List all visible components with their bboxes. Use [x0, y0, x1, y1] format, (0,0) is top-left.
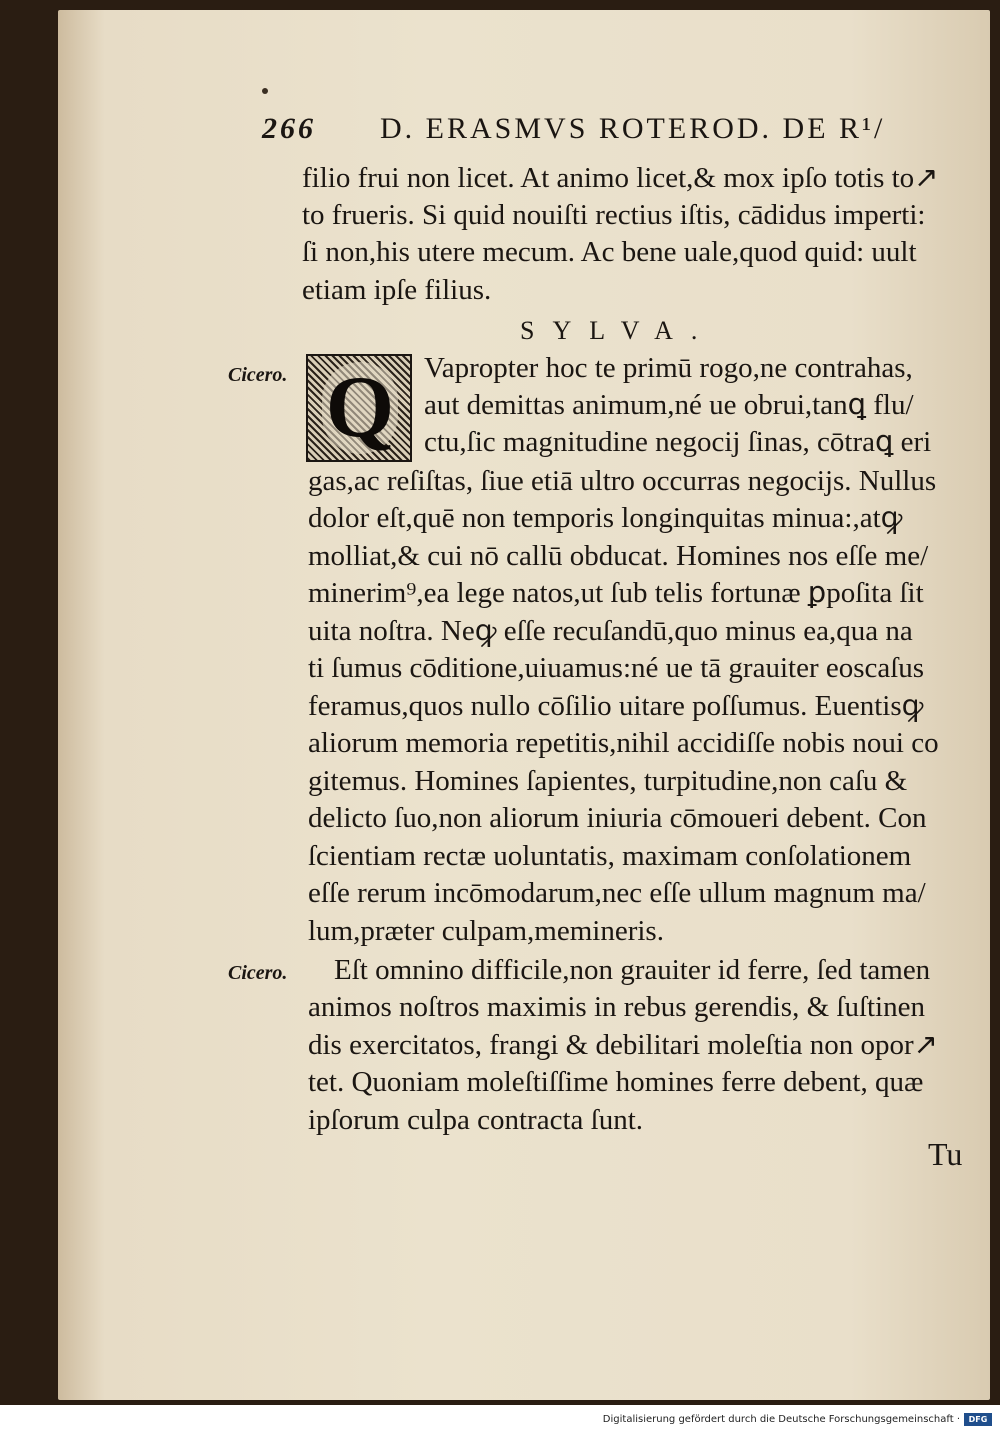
footer-bar — [0, 1405, 1000, 1433]
decorated-initial — [306, 354, 412, 462]
text-line: animos noſtros maximis in rebus gerendis, & ſuſtinen — [308, 991, 925, 1023]
page-header — [262, 112, 942, 152]
text-line: lum,præter culpam,memineris. — [308, 915, 664, 947]
text-line: minerim⁹,ea lege natos,ut ſub telis fortunæ ꝑpoſita ſit — [308, 577, 924, 609]
text-line: dolor eſt,quē non temporis longinquitas minua:,atꝙ — [308, 502, 903, 534]
text-line: aut demittas animum,né ue obrui,tanꝗ flu/ — [424, 389, 914, 421]
text-line: Eſt omnino difficile,non grauiter id ferre, ſed tamen — [334, 954, 931, 986]
text-line: to frueris. Si quid nouiſti rectius iſtis, cādidus imperti: — [302, 199, 926, 231]
text-line: ti ſumus cōditione,uiuamus:né ue tā grauiter eoscaſus — [308, 652, 925, 684]
ink-speck — [262, 88, 268, 94]
text-line: ſcientiam rectæ uoluntatis, maximam conſolationem — [308, 840, 912, 872]
funding-credit: Digitalisierung gefördert durch die Deutsche Forschungsgemeinschaft · — [602, 1414, 960, 1425]
text-line: ctu,ſic magnitudine negocij ſinas, cōtraꝗ eri — [424, 426, 932, 458]
dfg-logo[interactable]: DFG — [964, 1413, 992, 1426]
text-line: molliat,& cui nō callū obducat. Homines nos eſſe me/ — [308, 540, 929, 572]
text-line: gitemus. Homines ſapientes, turpitudine,non caſu & — [308, 765, 908, 797]
text-line: uita noſtra. Neꝙ eſſe recuſandū,quo minus ea,qua na — [308, 615, 913, 647]
text-line: aliorum memoria repetitis,nihil accidiſſe nobis noui co — [308, 727, 939, 759]
text-line: filio frui non licet. At animo licet,& mox ipſo totis to↗ — [302, 162, 939, 194]
text-line: feramus,quos nullo cōſilio uitare poſſumus. Euentisꝙ — [308, 690, 924, 722]
text-line: tet. Quoniam moleſtiſſime homines ferre debent, quæ — [308, 1066, 924, 1098]
text-line: delicto ſuo,non aliorum iniuria cōmoueri debent. Con — [308, 802, 927, 834]
text-line: etiam ipſe filius. — [302, 274, 492, 306]
section-title: SYLVA. — [520, 316, 716, 345]
page-number: 266 — [262, 112, 316, 145]
initial-letter: Q — [322, 362, 398, 454]
text-line: ipſorum culpa contracta ſunt. — [308, 1104, 644, 1136]
text-line: Vapropter hoc te primū rogo,ne contrahas, — [424, 352, 913, 384]
text-line: gas,ac reſiſtas, ſiue etiā ultro occurras negocijs. Nullus — [308, 465, 937, 497]
text-line: eſſe rerum incōmodarum,nec eſſe ullum magnum ma/ — [308, 877, 926, 909]
text-line: ſi non,his utere mecum. Ac bene uale,quod quid: uult — [302, 236, 917, 268]
catchword: Tu — [928, 1136, 963, 1172]
running-head: D. ERASMVS ROTEROD. DE R¹/ — [380, 112, 886, 145]
margin-note: Cicero. — [228, 364, 288, 386]
text-line: dis exercitatos, frangi & debilitari moleſtia non opor↗ — [308, 1029, 938, 1061]
margin-note: Cicero. — [228, 962, 288, 984]
